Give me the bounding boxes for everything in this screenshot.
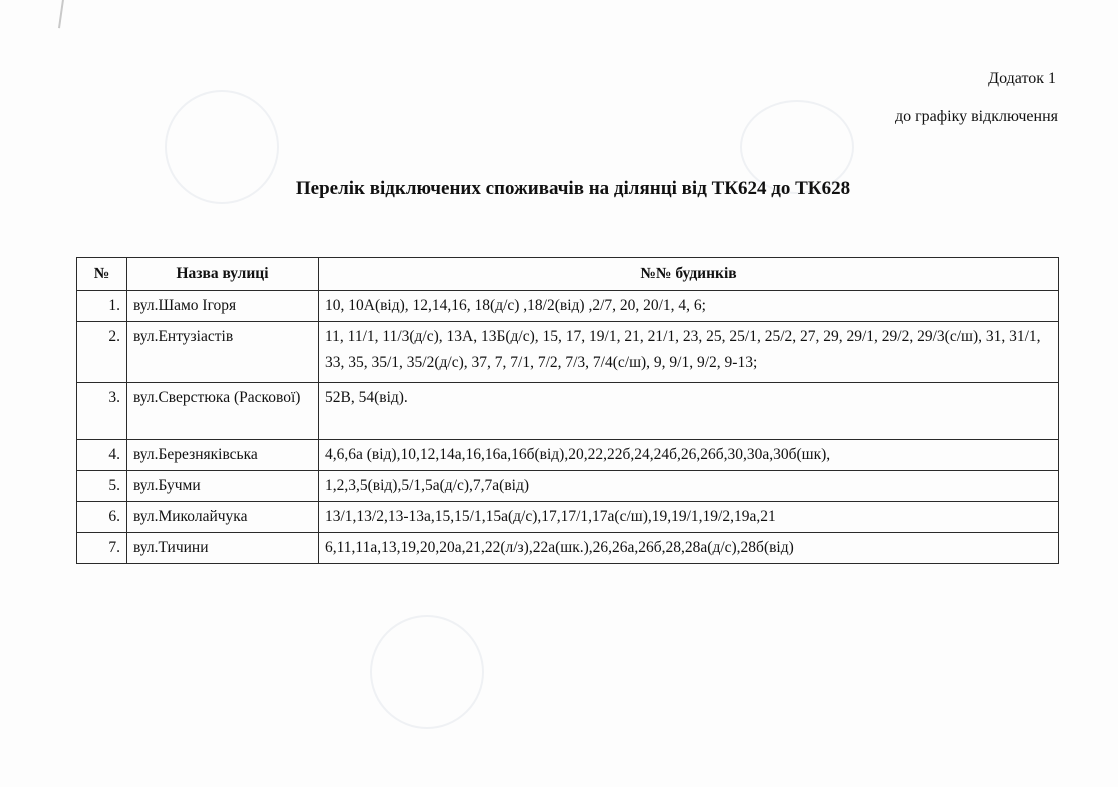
bleed-through-seal <box>370 615 484 729</box>
house-numbers: 11, 11/1, 11/3(д/с), 13А, 13Б(д/с), 15, 17, 19/1, 21, 21/1, 23, 25, 25/1, 25/2, 27, 29, 29/1, 29/2, 29/3(с/ш), 31, 31/1, 33, 35, 35/1, 35/2(д/с), 37, 7, 7/1, 7/2, 7/3, 7/4(с/ш), 9, 9/1, 9/2, 9-13; <box>319 322 1059 383</box>
street-name: вул.Миколайчука <box>127 502 319 533</box>
document-title: Перелік відключених споживачів на ділянці від ТК624 до ТК628 <box>295 178 851 199</box>
table-row <box>77 502 1059 533</box>
column-header-number: № <box>77 258 127 291</box>
street-name: вул.Тичини <box>127 533 319 564</box>
disconnected-consumers-table <box>76 257 1059 564</box>
table-row <box>77 322 1059 383</box>
row-number: 4. <box>77 440 127 471</box>
row-number: 5. <box>77 471 127 502</box>
house-numbers: 1,2,3,5(від),5/1,5а(д/с),7,7а(від) <box>319 471 1059 502</box>
row-number: 1. <box>77 291 127 322</box>
row-number: 3. <box>77 383 127 440</box>
column-header-street: Назва вулиці <box>127 258 319 291</box>
house-numbers: 4,6,6а (від),10,12,14а,16,16а,16б(від),20,22,22б,24,24б,26,26б,30,30а,30б(шк), <box>319 440 1059 471</box>
table-row <box>77 383 1059 440</box>
table-row <box>77 440 1059 471</box>
row-number: 7. <box>77 533 127 564</box>
schedule-reference: до графіку відключення <box>894 108 1058 125</box>
row-number: 6. <box>77 502 127 533</box>
row-number: 2. <box>77 322 127 383</box>
street-name: вул.Бучми <box>127 471 319 502</box>
street-name: вул.Сверстюка (Раскової) <box>127 383 319 440</box>
appendix-label: Додаток 1 <box>988 70 1056 87</box>
street-name: вул.Шамо Ігоря <box>127 291 319 322</box>
table-header-row <box>77 258 1059 291</box>
house-numbers: 52В, 54(від). <box>319 383 1059 440</box>
page-fold-mark <box>58 0 71 28</box>
house-numbers: 10, 10А(від), 12,14,16, 18(д/с) ,18/2(від) ,2/7, 20, 20/1, 4, 6; <box>319 291 1059 322</box>
column-header-houses: №№ будинків <box>319 258 1059 291</box>
table-row <box>77 291 1059 322</box>
table-row <box>77 533 1059 564</box>
street-name: вул.Ентузіастів <box>127 322 319 383</box>
house-numbers: 6,11,11а,13,19,20,20а,21,22(л/з),22а(шк.),26,26а,26б,28,28а(д/с),28б(від) <box>319 533 1059 564</box>
street-name: вул.Березняківська <box>127 440 319 471</box>
table-row <box>77 471 1059 502</box>
house-numbers: 13/1,13/2,13-13а,15,15/1,15а(д/с),17,17/1,17а(с/ш),19,19/1,19/2,19а,21 <box>319 502 1059 533</box>
